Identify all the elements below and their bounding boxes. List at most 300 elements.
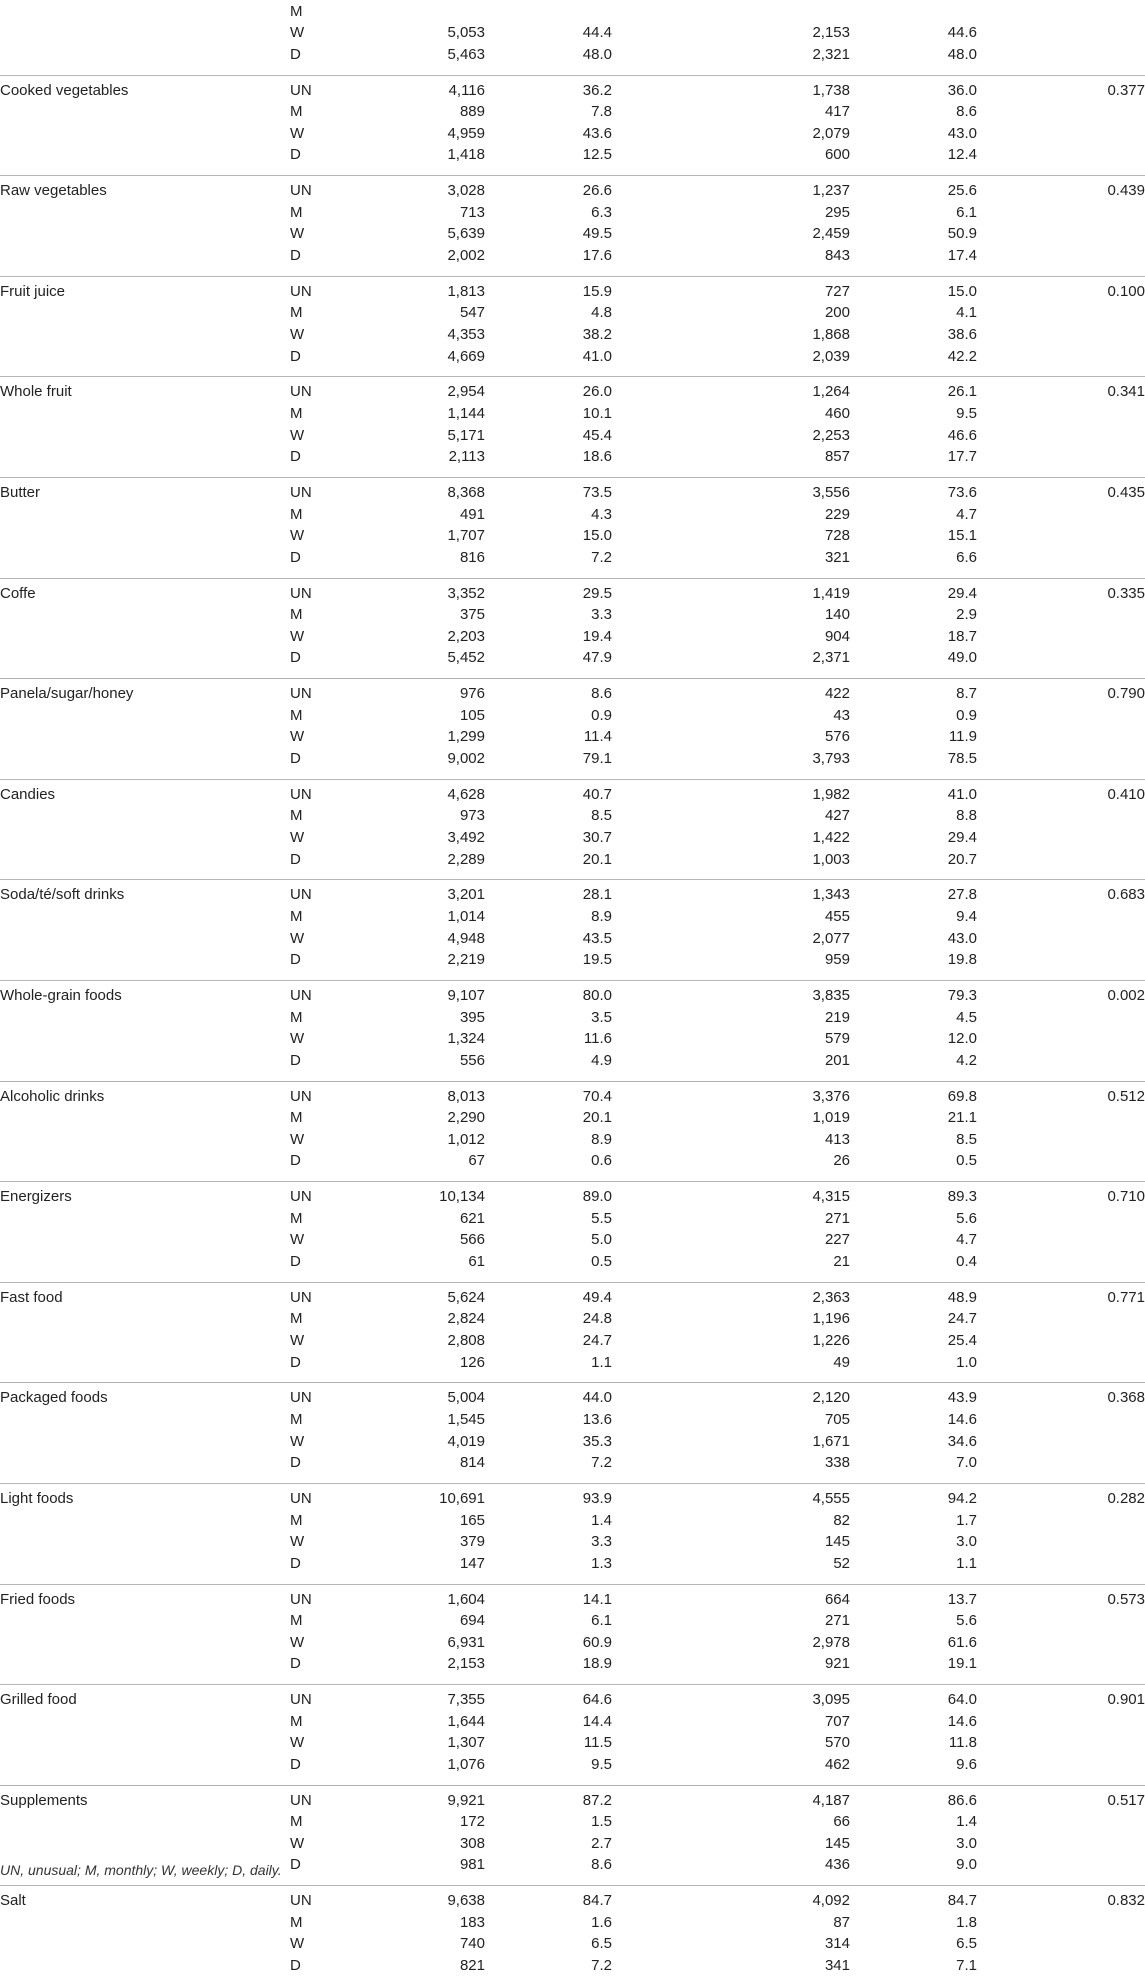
percent-group1-cell: 1.6 (591, 1913, 612, 1931)
percent-group1-cell: 19.5 (582, 951, 612, 969)
table-row (0, 1653, 1145, 1675)
frequency-cell: UN (290, 1288, 312, 1306)
percent-group2-cell: 7.1 (956, 1957, 977, 1975)
percent-group1-cell: 11.6 (583, 1030, 612, 1048)
table-row (0, 547, 1145, 569)
table-row (0, 1387, 1145, 1409)
food-name-cell: Whole fruit (0, 383, 72, 401)
food-name-cell: Soda/té/soft drinks (0, 886, 125, 904)
p-value-cell: 0.710 (1107, 1188, 1145, 1206)
frequency-cell: W (290, 1533, 305, 1551)
count-group2-cell: 4,092 (812, 1892, 850, 1910)
p-value-cell: 0.901 (1107, 1691, 1145, 1709)
percent-group1-cell: 89.0 (582, 1188, 612, 1206)
frequency-cell: D (290, 246, 301, 264)
count-group1-cell: 379 (459, 1533, 485, 1551)
frequency-cell: D (290, 146, 301, 164)
count-group1-cell: 5,624 (447, 1288, 485, 1306)
percent-group2-cell: 3.0 (956, 1834, 977, 1852)
count-group2-cell: 1,419 (812, 584, 850, 602)
percent-group2-cell: 8.7 (956, 685, 977, 703)
percent-group2-cell: 17.4 (947, 246, 977, 264)
count-group2-cell: 145 (824, 1533, 850, 1551)
count-group2-cell: 3,556 (812, 483, 850, 501)
count-group2-cell: 2,079 (812, 124, 850, 142)
count-group2-cell: 2,459 (812, 225, 850, 243)
count-group2-cell: 1,019 (812, 1109, 850, 1127)
percent-group2-cell: 14.6 (947, 1712, 977, 1730)
count-group2-cell: 705 (824, 1410, 850, 1428)
percent-group1-cell: 41.0 (582, 347, 612, 365)
frequency-cell: UN (290, 282, 312, 300)
count-group1-cell: 889 (459, 103, 485, 121)
table-row (0, 849, 1145, 871)
count-group2-cell: 3,095 (812, 1691, 850, 1709)
count-group2-cell: 82 (833, 1511, 850, 1529)
percent-group1-cell: 79.1 (582, 749, 612, 767)
frequency-cell: W (290, 325, 305, 343)
table-row (0, 928, 1145, 950)
count-group1-cell: 1,813 (447, 282, 485, 300)
p-value-cell: 0.335 (1107, 584, 1145, 602)
count-group1-cell: 3,201 (447, 886, 485, 904)
table-row (0, 1308, 1145, 1330)
count-group1-cell: 395 (459, 1008, 485, 1026)
food-name-cell: Fast food (0, 1288, 63, 1306)
percent-group1-cell: 24.7 (582, 1331, 612, 1349)
frequency-cell: D (290, 1454, 301, 1472)
p-value-cell: 0.410 (1107, 785, 1145, 803)
percent-group1-cell: 0.6 (591, 1152, 612, 1170)
count-group1-cell: 4,959 (447, 124, 485, 142)
frequency-cell: D (290, 45, 301, 63)
count-group2-cell: 727 (824, 282, 850, 300)
count-group1-cell: 1,299 (447, 728, 485, 746)
frequency-cell: D (290, 347, 301, 365)
frequency-cell: W (290, 828, 305, 846)
percent-group2-cell: 15.0 (947, 282, 977, 300)
table-row (0, 906, 1145, 928)
frequency-cell: W (290, 24, 305, 42)
percent-group2-cell: 0.5 (956, 1152, 977, 1170)
frequency-cell: M (290, 404, 303, 422)
percent-group2-cell: 5.6 (956, 1612, 977, 1630)
percent-group2-cell: 13.7 (947, 1590, 977, 1608)
table-row (0, 1287, 1145, 1309)
percent-group1-cell: 6.3 (591, 203, 612, 221)
percent-group2-cell: 64.0 (947, 1691, 977, 1709)
table-row (0, 1488, 1145, 1510)
table-row (0, 1007, 1145, 1029)
count-group1-cell: 973 (459, 807, 485, 825)
count-group2-cell: 3,376 (812, 1087, 850, 1105)
count-group1-cell: 1,307 (447, 1734, 485, 1752)
p-value-cell: 0.341 (1107, 383, 1145, 401)
percent-group2-cell: 1.1 (956, 1554, 977, 1572)
table-row (0, 381, 1145, 403)
frequency-cell: W (290, 1633, 305, 1651)
count-group2-cell: 579 (824, 1030, 850, 1048)
count-group2-cell: 664 (824, 1590, 850, 1608)
percent-group1-cell: 7.2 (591, 1454, 612, 1472)
frequency-cell: UN (290, 1188, 312, 1206)
table-row (0, 1933, 1145, 1955)
percent-group2-cell: 6.6 (956, 548, 977, 566)
count-group1-cell: 67 (468, 1152, 485, 1170)
count-group2-cell: 271 (824, 1209, 850, 1227)
count-group2-cell: 338 (824, 1454, 850, 1472)
percent-group2-cell: 86.6 (947, 1791, 977, 1809)
table-row (0, 1229, 1145, 1251)
percent-group1-cell: 3.5 (591, 1008, 612, 1026)
percent-group2-cell: 50.9 (947, 225, 977, 243)
percent-group2-cell: 9.5 (956, 404, 977, 422)
table-row (0, 949, 1145, 971)
count-group1-cell: 308 (459, 1834, 485, 1852)
percent-group1-cell: 0.9 (591, 706, 612, 724)
percent-group2-cell: 12.0 (947, 1030, 977, 1048)
percent-group1-cell: 8.6 (591, 685, 612, 703)
frequency-cell: W (290, 1231, 305, 1249)
food-group (0, 0, 1145, 76)
percent-group2-cell: 1.0 (956, 1353, 977, 1371)
frequency-cell: M (290, 1310, 303, 1328)
percent-group1-cell: 48.0 (582, 45, 612, 63)
table-row (0, 202, 1145, 224)
count-group2-cell: 959 (824, 951, 850, 969)
percent-group1-cell: 7.8 (591, 103, 612, 121)
table-row (0, 446, 1145, 468)
frequency-cell: W (290, 1331, 305, 1349)
count-group1-cell: 9,107 (447, 986, 485, 1004)
percent-group2-cell: 41.0 (947, 785, 977, 803)
table-row (0, 1409, 1145, 1431)
table-row (0, 1833, 1145, 1855)
percent-group1-cell: 7.2 (591, 548, 612, 566)
percent-group1-cell: 6.5 (591, 1935, 612, 1953)
count-group1-cell: 61 (468, 1252, 485, 1270)
count-group1-cell: 126 (459, 1353, 485, 1371)
table-row (0, 784, 1145, 806)
food-group (0, 180, 1145, 277)
p-value-cell: 0.832 (1107, 1892, 1145, 1910)
count-group2-cell: 570 (824, 1734, 850, 1752)
frequency-cell: M (290, 1511, 303, 1529)
count-group1-cell: 5,053 (447, 24, 485, 42)
frequency-cell: M (290, 304, 303, 322)
table-row (0, 1790, 1145, 1812)
percent-group2-cell: 7.0 (956, 1454, 977, 1472)
table-row (0, 1129, 1145, 1151)
percent-group2-cell: 38.6 (947, 325, 977, 343)
percent-group2-cell: 6.5 (956, 1935, 977, 1953)
count-group1-cell: 4,116 (448, 81, 485, 99)
p-value-cell: 0.100 (1107, 282, 1145, 300)
percent-group1-cell: 11.5 (583, 1734, 612, 1752)
table-row (0, 1251, 1145, 1273)
percent-group2-cell: 5.6 (956, 1209, 977, 1227)
percent-group1-cell: 70.4 (582, 1087, 612, 1105)
percent-group1-cell: 35.3 (582, 1432, 612, 1450)
count-group1-cell: 2,289 (447, 850, 485, 868)
frequency-cell: D (290, 1655, 301, 1673)
food-group (0, 1186, 1145, 1283)
table-row (0, 626, 1145, 648)
frequency-cell: W (290, 1734, 305, 1752)
count-group1-cell: 172 (459, 1813, 485, 1831)
percent-group1-cell: 20.1 (582, 850, 612, 868)
percent-group1-cell: 10.1 (582, 404, 612, 422)
food-group (0, 1589, 1145, 1686)
percent-group1-cell: 5.0 (591, 1231, 612, 1249)
table-row (0, 805, 1145, 827)
count-group2-cell: 1,343 (812, 886, 850, 904)
count-group1-cell: 1,144 (447, 404, 485, 422)
count-group2-cell: 4,315 (812, 1188, 850, 1206)
count-group1-cell: 9,638 (447, 1892, 485, 1910)
percent-group1-cell: 4.8 (591, 304, 612, 322)
percent-group2-cell: 25.4 (947, 1331, 977, 1349)
table-row (0, 1086, 1145, 1108)
count-group1-cell: 2,290 (447, 1109, 485, 1127)
count-group2-cell: 66 (833, 1813, 850, 1831)
frequency-cell: UN (290, 1590, 312, 1608)
percent-group1-cell: 29.5 (582, 584, 612, 602)
frequency-cell: D (290, 1957, 301, 1975)
percent-group2-cell: 26.1 (947, 383, 977, 401)
count-group2-cell: 2,039 (812, 347, 850, 365)
count-group1-cell: 4,019 (447, 1432, 485, 1450)
table-row (0, 44, 1145, 66)
percent-group1-cell: 8.9 (591, 1130, 612, 1148)
percent-group2-cell: 9.4 (956, 907, 977, 925)
percent-group2-cell: 1.8 (956, 1913, 977, 1931)
count-group2-cell: 2,321 (812, 45, 850, 63)
percent-group1-cell: 8.6 (591, 1856, 612, 1874)
count-group1-cell: 2,002 (447, 246, 485, 264)
count-group1-cell: 7,355 (447, 1691, 485, 1709)
food-group (0, 784, 1145, 881)
count-group1-cell: 147 (459, 1554, 485, 1572)
percent-group1-cell: 49.5 (582, 225, 612, 243)
count-group1-cell: 2,113 (448, 448, 485, 466)
count-group1-cell: 1,418 (447, 146, 485, 164)
percent-group1-cell: 60.9 (582, 1633, 612, 1651)
percent-group1-cell: 20.1 (582, 1109, 612, 1127)
table-row (0, 324, 1145, 346)
table-footnote: UN, unusual; M, monthly; W, weekly; D, daily. (0, 1862, 282, 1878)
p-value-cell: 0.790 (1107, 685, 1145, 703)
count-group2-cell: 2,978 (812, 1633, 850, 1651)
percent-group1-cell: 3.3 (591, 1533, 612, 1551)
count-group2-cell: 843 (824, 246, 850, 264)
percent-group2-cell: 14.6 (947, 1410, 977, 1428)
frequency-cell: M (290, 1813, 303, 1831)
frequency-cell: UN (290, 685, 312, 703)
percent-group2-cell: 4.7 (956, 1231, 977, 1249)
count-group2-cell: 219 (824, 1008, 850, 1026)
count-group1-cell: 10,134 (439, 1188, 485, 1206)
food-group (0, 884, 1145, 981)
count-group1-cell: 165 (459, 1511, 485, 1529)
table-row (0, 884, 1145, 906)
count-group2-cell: 26 (833, 1152, 850, 1170)
food-name-cell: Fruit juice (0, 282, 66, 300)
food-name-cell: Coffe (0, 584, 36, 602)
count-group2-cell: 1,237 (812, 182, 850, 200)
frequency-cell: D (290, 1755, 301, 1773)
percent-group2-cell: 36.0 (947, 81, 977, 99)
count-group1-cell: 10,691 (439, 1489, 485, 1507)
count-group2-cell: 271 (824, 1612, 850, 1630)
percent-group2-cell: 8.5 (956, 1130, 977, 1148)
percent-group2-cell: 1.7 (956, 1511, 977, 1529)
food-name-cell: Alcoholic drinks (0, 1087, 105, 1105)
count-group1-cell: 9,002 (447, 749, 485, 767)
count-group1-cell: 491 (459, 505, 485, 523)
table-row (0, 223, 1145, 245)
percent-group1-cell: 73.5 (582, 483, 612, 501)
count-group1-cell: 814 (459, 1454, 485, 1472)
food-name-cell: Fried foods (0, 1590, 76, 1608)
percent-group1-cell: 6.1 (591, 1612, 612, 1630)
food-group (0, 281, 1145, 378)
percent-group1-cell: 26.6 (582, 182, 612, 200)
percent-group1-cell: 14.1 (582, 1590, 612, 1608)
percent-group2-cell: 43.0 (947, 929, 977, 947)
percent-group1-cell: 30.7 (582, 828, 612, 846)
percent-group2-cell: 4.1 (956, 304, 977, 322)
percent-group1-cell: 84.7 (582, 1892, 612, 1910)
count-group1-cell: 105 (459, 706, 485, 724)
count-group2-cell: 1,422 (812, 828, 850, 846)
count-group2-cell: 2,153 (812, 24, 850, 42)
percent-group1-cell: 43.5 (582, 929, 612, 947)
count-group2-cell: 43 (833, 706, 850, 724)
table-row (0, 525, 1145, 547)
percent-group2-cell: 20.7 (947, 850, 977, 868)
percent-group2-cell: 42.2 (947, 347, 977, 365)
frequency-cell: W (290, 124, 305, 142)
count-group1-cell: 8,368 (447, 483, 485, 501)
frequency-cell: W (290, 728, 305, 746)
percent-group2-cell: 49.0 (947, 649, 977, 667)
percent-group2-cell: 11.8 (948, 1734, 977, 1752)
percent-group1-cell: 14.4 (582, 1712, 612, 1730)
count-group1-cell: 2,824 (447, 1310, 485, 1328)
food-name-cell: Raw vegetables (0, 182, 107, 200)
table-row (0, 425, 1145, 447)
frequency-cell: UN (290, 81, 312, 99)
table-row (0, 1531, 1145, 1553)
percent-group2-cell: 8.6 (956, 103, 977, 121)
count-group1-cell: 4,948 (447, 929, 485, 947)
count-group2-cell: 2,363 (812, 1288, 850, 1306)
count-group1-cell: 2,219 (447, 951, 485, 969)
frequency-cell: D (290, 850, 301, 868)
table-row (0, 80, 1145, 102)
frequency-cell: D (290, 1353, 301, 1371)
p-value-cell: 0.377 (1107, 81, 1145, 99)
table-row (0, 101, 1145, 123)
percent-group1-cell: 15.9 (582, 282, 612, 300)
table-row (0, 1754, 1145, 1776)
percent-group1-cell: 1.4 (591, 1511, 612, 1529)
percent-group2-cell: 48.9 (947, 1288, 977, 1306)
food-group (0, 1689, 1145, 1786)
count-group2-cell: 1,982 (812, 785, 850, 803)
table-row (0, 1811, 1145, 1833)
percent-group2-cell: 29.4 (947, 584, 977, 602)
count-group2-cell: 728 (824, 527, 850, 545)
frequency-cell: M (290, 1712, 303, 1730)
count-group2-cell: 422 (824, 685, 850, 703)
count-group2-cell: 3,835 (812, 986, 850, 1004)
table-row (0, 827, 1145, 849)
count-group2-cell: 1,196 (812, 1310, 850, 1328)
count-group2-cell: 227 (824, 1231, 850, 1249)
count-group1-cell: 5,463 (447, 45, 485, 63)
frequency-cell: UN (290, 1389, 312, 1407)
count-group1-cell: 2,153 (447, 1655, 485, 1673)
table-row (0, 1711, 1145, 1733)
count-group2-cell: 21 (833, 1252, 850, 1270)
frequency-cell: M (290, 1612, 303, 1630)
table-row (0, 1510, 1145, 1532)
percent-group1-cell: 44.0 (582, 1389, 612, 1407)
count-group2-cell: 2,077 (812, 929, 850, 947)
food-name-cell: Light foods (0, 1489, 74, 1507)
frequency-cell: D (290, 1152, 301, 1170)
percent-group2-cell: 12.4 (947, 146, 977, 164)
frequency-cell: UN (290, 1489, 312, 1507)
frequency-cell: D (290, 1554, 301, 1572)
food-group (0, 985, 1145, 1082)
p-value-cell: 0.517 (1107, 1791, 1145, 1809)
food-name-cell: Grilled food (0, 1691, 77, 1709)
count-group1-cell: 981 (459, 1856, 485, 1874)
count-group2-cell: 201 (824, 1051, 850, 1069)
table-row (0, 245, 1145, 267)
table-row (0, 683, 1145, 705)
frequency-cell: M (290, 103, 303, 121)
count-group1-cell: 621 (459, 1209, 485, 1227)
frequency-cell: W (290, 1432, 305, 1450)
count-group2-cell: 576 (824, 728, 850, 746)
table-row (0, 726, 1145, 748)
percent-group2-cell: 25.6 (947, 182, 977, 200)
frequency-cell: W (290, 627, 305, 645)
count-group2-cell: 140 (824, 606, 850, 624)
frequency-cell: M (290, 706, 303, 724)
p-value-cell: 0.368 (1107, 1389, 1145, 1407)
count-group2-cell: 455 (824, 907, 850, 925)
frequency-cell: W (290, 1030, 305, 1048)
count-group1-cell: 1,014 (447, 907, 485, 925)
count-group1-cell: 3,492 (447, 828, 485, 846)
percent-group1-cell: 43.6 (582, 124, 612, 142)
table-row (0, 1150, 1145, 1172)
frequency-cell: D (290, 1252, 301, 1270)
count-group1-cell: 4,353 (447, 325, 485, 343)
count-group2-cell: 427 (824, 807, 850, 825)
table-row (0, 1732, 1145, 1754)
frequency-cell: M (290, 2, 303, 20)
frequency-cell: UN (290, 886, 312, 904)
count-group2-cell: 1,003 (812, 850, 850, 868)
percent-group1-cell: 1.5 (591, 1813, 612, 1831)
count-group1-cell: 5,171 (447, 426, 485, 444)
